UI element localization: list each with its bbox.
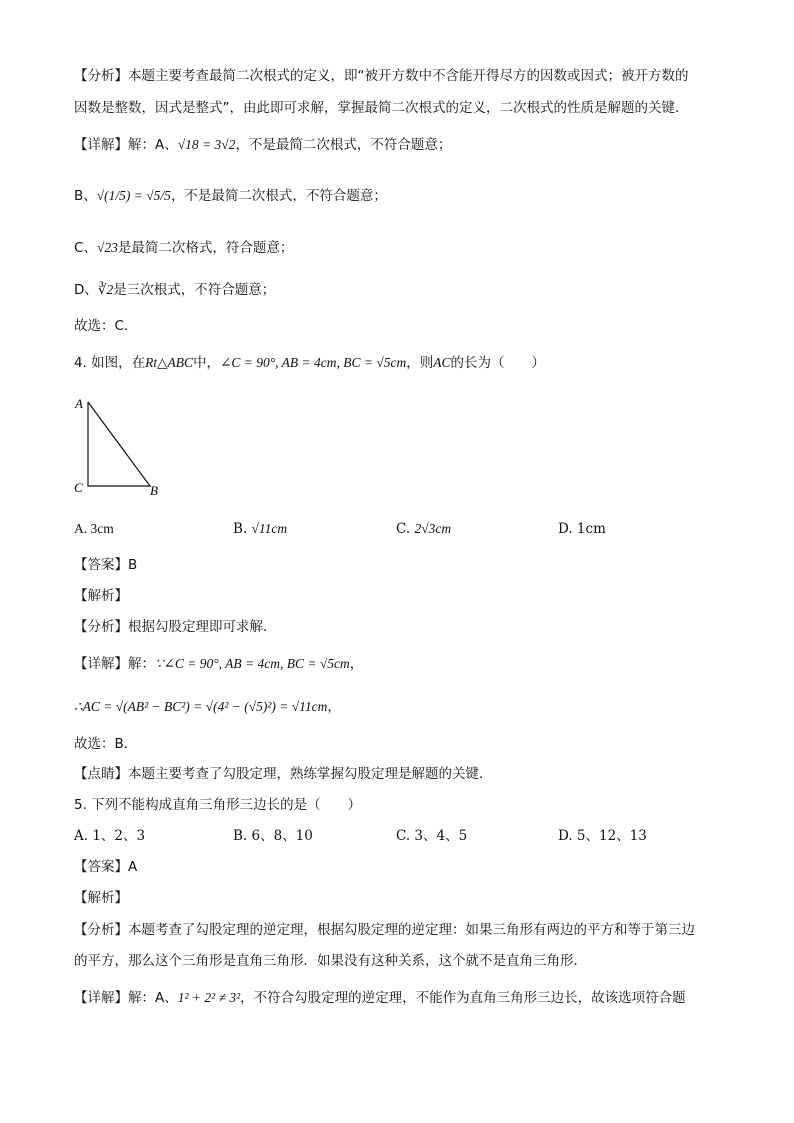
option-label: C.: [396, 521, 411, 537]
triangle-figure: [70, 392, 170, 502]
option-value: 2√3cm: [414, 521, 452, 536]
segment-ac: AC: [433, 355, 451, 370]
vertex-c-label: C: [74, 480, 83, 495]
analysis-q5-line1: 【分析】本题考查了勾股定理的逆定理，根据勾股定理的逆定理：如果三角形有两边的平方和等于第三边: [74, 922, 695, 938]
detail-q3-a: [74, 135, 451, 155]
q5-option-a: A. 1、2、3: [74, 828, 146, 844]
answer-q4: 【答案】B: [74, 557, 138, 573]
detail-q3-d: [74, 280, 275, 300]
q4-option-a: A. 3cm: [74, 521, 114, 536]
detail-prefix: 【详解】解：A、: [74, 137, 178, 153]
explanation-heading-q4: 【解析】: [74, 588, 128, 604]
detail-suffix: ，: [349, 656, 364, 672]
q5-option-c: C. 3、4、5: [396, 828, 468, 844]
analysis-q3-line1: 【分析】本题主要考查最简二次根式的定义，即“被开方数中不含能开得尽方的因数或因式；被开方数的: [74, 68, 689, 84]
option-label: B.: [233, 521, 248, 537]
formula-b: √(1/5) = √5/5: [96, 188, 171, 203]
inequality: 1² + 2² ≠ 3²: [177, 990, 241, 1005]
analysis-q4: 【分析】根据勾股定理即可求解．: [74, 619, 277, 635]
formula-a: √18 = 3√2: [177, 137, 236, 152]
calc-suffix: ，: [327, 699, 341, 715]
question-4: [74, 353, 545, 373]
detail-suffix: ，不符合勾股定理的逆定理，不能作为直角三角形三边长，故该选项符合题: [240, 990, 686, 1006]
pythagorean-calculation: ∴AC = √(AB² − BC²) = √(4² − (√5)²) = √11cm: [74, 699, 328, 714]
q5-option-d: D. 5、12、13: [558, 828, 647, 844]
option-prefix: D、: [74, 282, 98, 298]
q4-option-d: D. 1cm: [558, 521, 606, 537]
explanation-heading-q5: 【解析】: [74, 890, 128, 906]
option-prefix: C、: [74, 240, 97, 256]
analysis-q3-line2: 因数是整数，因式是整式”，由此即可求解，掌握最简二次根式的定义，二次根式的性质是解题的关键．: [74, 100, 689, 116]
detail-q3-c: [74, 238, 293, 258]
vertex-b-label: B: [150, 483, 158, 498]
calculation-q4: [74, 697, 341, 717]
detail-prefix: 【详解】解：A、: [74, 990, 178, 1006]
detail-suffix: 是最简二次格式，符合题意；: [117, 240, 294, 256]
question-text: 中，: [193, 355, 221, 371]
given-conditions: ∵∠C = 90°, AB = 4cm, BC = √5cm: [155, 656, 350, 671]
question-suffix: 的长为（ ）: [450, 355, 546, 371]
detail-prefix: 【详解】解：: [74, 656, 155, 672]
selection-q4: 故选：B．: [74, 736, 138, 752]
answer-q5: 【答案】A: [74, 859, 138, 875]
detail-suffix: ，不是最简二次根式，不符合题意；: [235, 137, 452, 153]
vertex-a-label: A: [75, 396, 83, 411]
question-text: ，则: [406, 355, 434, 371]
triangle-name: Rt△ABC: [145, 355, 194, 370]
q4-option-c: [396, 519, 451, 539]
detail-suffix: ，不是最简二次根式，不符合题意；: [170, 188, 387, 204]
detail-q5: [74, 988, 686, 1008]
option-value: √11cm: [251, 521, 288, 536]
question-5: 5. 下列不能构成直角三角形三边长的是（ ）: [74, 797, 362, 813]
detail-suffix: 是三次根式，不符合题意；: [113, 282, 276, 298]
detail-q4: [74, 654, 363, 674]
formula-c: √23: [96, 240, 118, 255]
option-prefix: B、: [74, 188, 97, 204]
formula-d: ∛2: [97, 282, 114, 297]
q4-option-b: [233, 519, 287, 539]
comment-q4: 【点睛】本题主要考查了勾股定理，熟练掌握勾股定理是解题的关键．: [74, 766, 493, 782]
question-prefix: 4. 如图，在: [74, 355, 146, 371]
detail-q3-b: [74, 186, 387, 206]
given-conditions: ∠C = 90°, AB = 4cm, BC = √5cm: [220, 355, 407, 370]
analysis-q5-line2: 的平方，那么这个三角形是直角三角形．如果没有这种关系，这个就不是直角三角形．: [74, 953, 587, 969]
q5-option-b: B. 6、8、10: [233, 828, 313, 844]
selection-q3: 故选：C．: [74, 318, 138, 334]
